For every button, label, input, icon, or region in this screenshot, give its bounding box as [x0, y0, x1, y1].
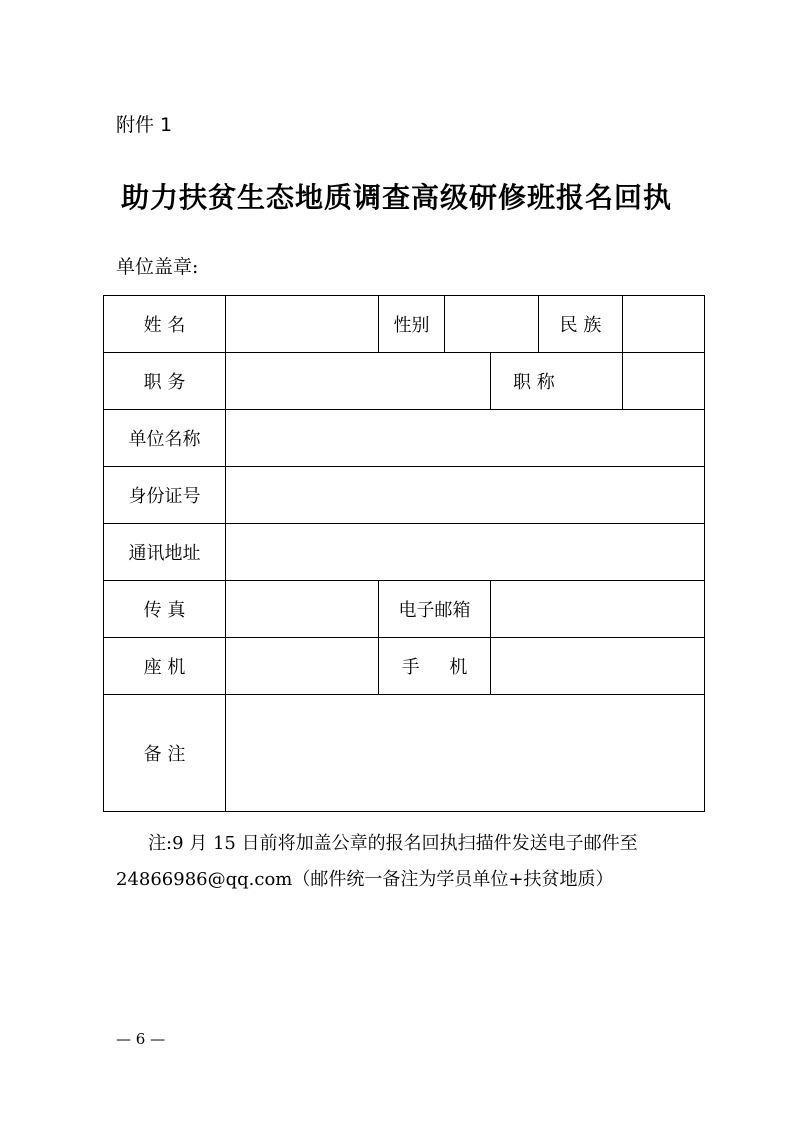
fax-label: 传 真 [104, 581, 226, 638]
note-line-1: 注:9 月 15 日前将加盖公章的报名回执扫描件发送电子邮件至 [148, 833, 638, 854]
form-row-position [104, 353, 705, 410]
title-rank-label: 职 称 [491, 353, 623, 410]
id-number-field[interactable] [226, 467, 705, 524]
email-field[interactable] [491, 581, 705, 638]
name-field[interactable] [226, 296, 379, 353]
landline-label: 座 机 [104, 638, 226, 695]
fax-field[interactable] [226, 581, 379, 638]
form-row-id-number [104, 467, 705, 524]
form-row-organization [104, 410, 705, 467]
id-number-label: 身份证号 [104, 467, 226, 524]
gender-field[interactable] [445, 296, 539, 353]
position-field[interactable] [226, 353, 491, 410]
position-label: 职 务 [104, 353, 226, 410]
gender-label: 性别 [379, 296, 445, 353]
form-row-fax-email [104, 581, 705, 638]
landline-field[interactable] [226, 638, 379, 695]
address-label: 通讯地址 [104, 524, 226, 581]
email-label: 电子邮箱 [379, 581, 491, 638]
ethnicity-field[interactable] [623, 296, 705, 353]
document-title: 助力扶贫生态地质调查高级研修班报名回执 [120, 181, 672, 214]
mobile-label: 手 机 [379, 638, 491, 695]
ethnicity-label: 民 族 [539, 296, 623, 353]
form-row-basic [104, 296, 705, 353]
registration-form-table [103, 295, 705, 812]
remarks-label: 备 注 [104, 695, 226, 812]
submission-note [116, 826, 638, 898]
note-line-2: 24866986@qq.com（邮件统一备注为学员单位+扶贫地质） [116, 869, 614, 890]
form-row-phone [104, 638, 705, 695]
title-rank-field[interactable] [623, 353, 705, 410]
organization-field[interactable] [226, 410, 705, 467]
attachment-label: 附件 1 [116, 114, 173, 136]
name-label: 姓 名 [104, 296, 226, 353]
address-field[interactable] [226, 524, 705, 581]
organization-label: 单位名称 [104, 410, 226, 467]
mobile-field[interactable] [491, 638, 705, 695]
form-row-remarks [104, 695, 705, 812]
remarks-field[interactable] [226, 695, 705, 812]
page-number: — 6 — [116, 1030, 166, 1048]
seal-label: 单位盖章: [116, 256, 199, 278]
form-row-address [104, 524, 705, 581]
